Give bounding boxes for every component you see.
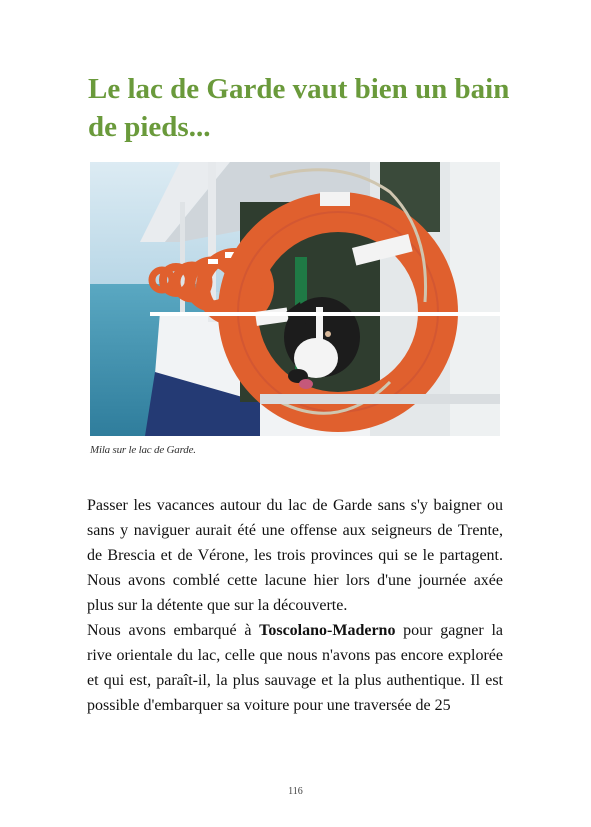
photo-caption: Mila sur le lac de Garde.: [90, 444, 196, 456]
body-text: [87, 493, 503, 718]
paragraph-2-end: pour gagner la rive orientale du lac, celle que nous n'avons pas encore explorée et qui est, paraît-il, la plus sauvage et la plus authentique. Il est possible d'embarquer sa voiture pour une traversée de 25: [87, 622, 503, 714]
page-title: Le lac de Garde vaut bien un bain de pieds...: [88, 73, 510, 143]
page-number: 116: [288, 786, 303, 797]
paragraph-2: [87, 618, 503, 718]
paragraph-2-start: Nous avons embarqué à: [87, 622, 260, 639]
paragraph-1: Passer les vacances autour du lac de Garde sans s'y baigner ou sans y naviguer aurait été une offense aux seigneurs de Trente, de Brescia et de Vérone, les trois provinces qui se le partagent. Nous avons comblé cette lacune hier lors d'une journée axée plus sur la détente que sur la découverte.: [87, 497, 503, 614]
photo-dog-lifebuoy: [90, 162, 500, 436]
place-name: Toscolano-Maderno: [259, 622, 396, 639]
